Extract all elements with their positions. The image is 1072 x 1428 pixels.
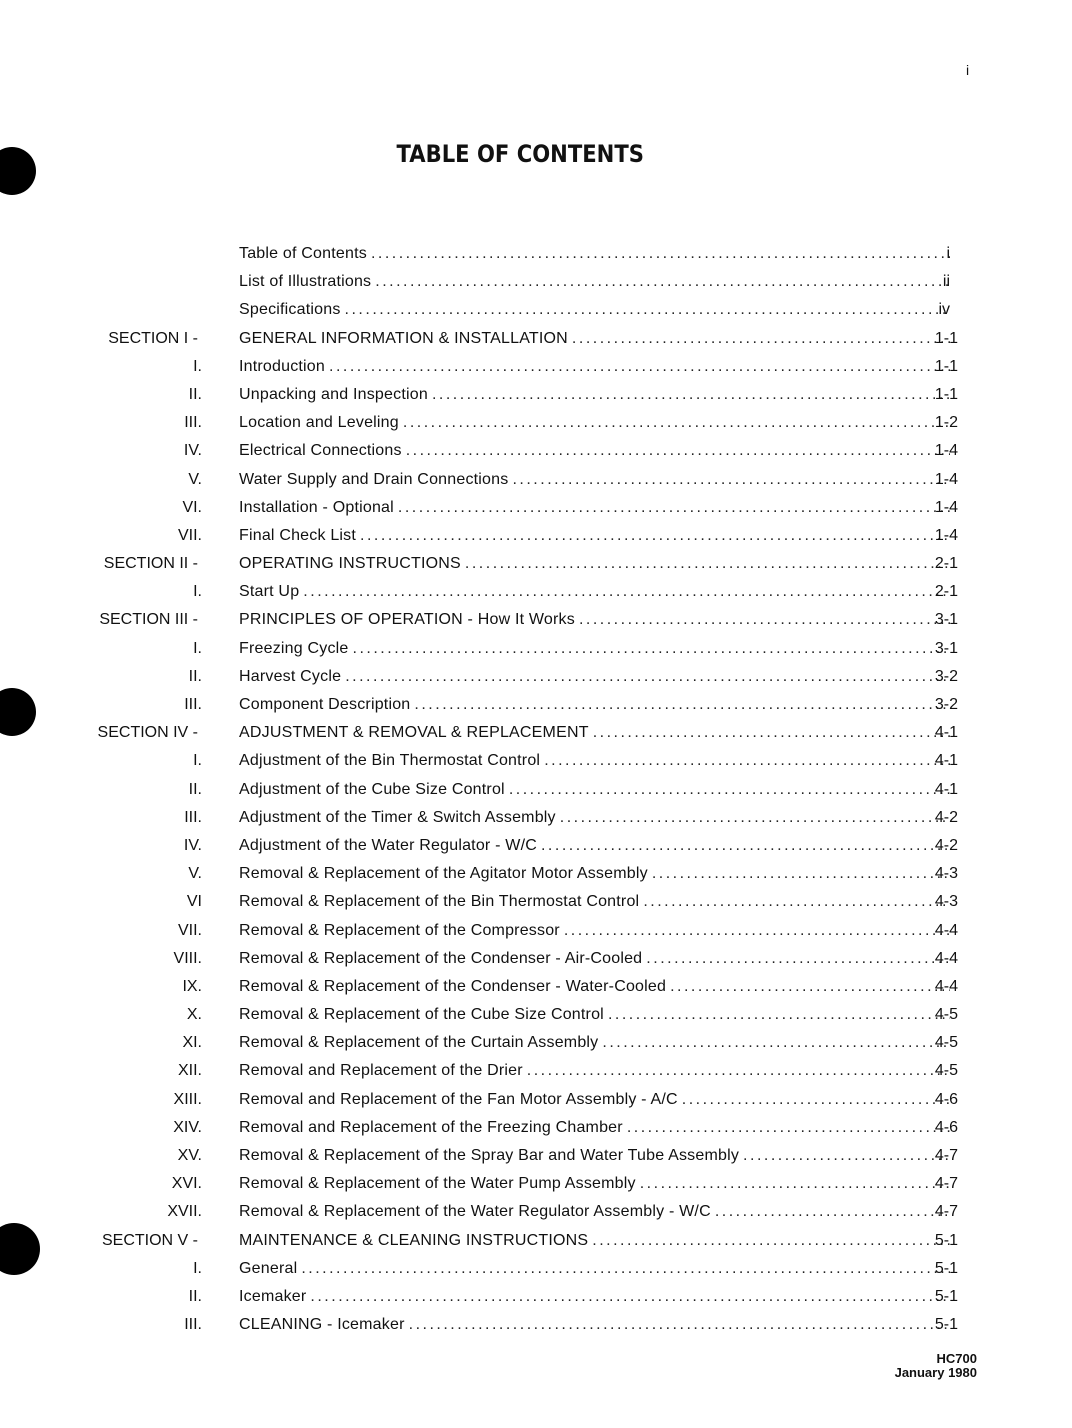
toc-entry-title: Adjustment of the Water Regulator - W/C — [239, 836, 537, 854]
toc-section-title: OPERATING INSTRUCTIONS — [239, 555, 461, 573]
toc-entry — [239, 409, 954, 437]
toc-entry-number: V. — [188, 865, 202, 883]
toc-entry-number: IV. — [183, 836, 202, 854]
toc-entry-row — [0, 1142, 1072, 1170]
toc-entry — [239, 1114, 954, 1142]
toc-page-number: 5-1 — [934, 1287, 958, 1305]
toc-entry — [239, 550, 954, 578]
toc-entry-title: Water Supply and Drain Connections — [239, 470, 509, 488]
toc-entry-row — [0, 1001, 1072, 1029]
toc-entry — [239, 522, 954, 550]
toc-entry-row — [0, 268, 1072, 296]
toc-entry-number: VI. — [182, 498, 202, 516]
toc-entry — [239, 917, 954, 945]
toc-entry-row — [0, 578, 1072, 606]
toc-entry-number: XII. — [177, 1062, 202, 1080]
toc-entry-row — [0, 240, 1072, 268]
toc-section-row — [0, 606, 1072, 634]
toc-entry — [239, 268, 954, 296]
toc-section-number: SECTION II - — [103, 555, 198, 573]
toc-entry-number: XVI. — [171, 1175, 202, 1193]
toc-entry-title: Table of Contents — [239, 245, 367, 262]
toc-entry-row — [0, 776, 1072, 804]
toc-entry-number: II. — [188, 1287, 202, 1305]
toc-entry-title: Removal & Replacement of the Bin Thermostat Control — [239, 893, 640, 911]
toc-entry — [239, 860, 954, 888]
toc-page-number: 4-7 — [934, 1175, 958, 1193]
toc-entry-row — [0, 466, 1072, 494]
dot-leader — [403, 409, 950, 437]
toc-entry-number: III. — [184, 808, 202, 826]
footer-date: January 1980 — [894, 1365, 977, 1380]
toc-entry-title: Removal and Replacement of the Freezing Chamber — [239, 1118, 623, 1136]
toc-page-number: 3-1 — [934, 639, 958, 657]
toc-page-number: 1-2 — [934, 414, 958, 432]
toc-entry-title: Removal & Replacement of the Curtain Assembly — [239, 1034, 599, 1052]
toc-entry-row — [0, 409, 1072, 437]
toc-entry-title: Final Check List — [239, 526, 357, 544]
toc-entry-title: Location and Leveling — [239, 414, 399, 432]
toc-entry-row — [0, 494, 1072, 522]
dot-leader — [303, 578, 950, 606]
toc-entry-row — [0, 917, 1072, 945]
toc-entry-title: Removal & Replacement of the Condenser - Water-Cooled — [239, 977, 667, 995]
toc-entry-number: IX. — [182, 977, 202, 995]
footer-model: HC700 — [936, 1351, 977, 1366]
dot-leader — [301, 1255, 950, 1283]
toc-entry — [239, 437, 954, 465]
toc-page-number: 4-5 — [934, 1034, 958, 1052]
toc-entry-title: Harvest Cycle — [239, 667, 342, 685]
toc-entry — [239, 719, 954, 747]
toc-section-number: SECTION IV - — [97, 724, 198, 742]
toc-entry-number: II. — [188, 780, 202, 798]
toc-entry-row — [0, 437, 1072, 465]
page-title: TABLE OF CONTENTS — [396, 140, 644, 168]
toc-entry-title: Removal & Replacement of the Cube Size Control — [239, 1006, 604, 1024]
toc-entry-number: VII. — [177, 526, 202, 544]
toc-page-number: 4-1 — [934, 780, 958, 798]
toc-section-row — [0, 719, 1072, 747]
toc-entry — [239, 747, 954, 775]
page-number: i — [966, 62, 970, 78]
toc-entry-number: I. — [193, 639, 202, 657]
toc-entry — [239, 1086, 954, 1114]
toc-entry-title: Removal & Replacement of the Spray Bar and Water Tube Assembly — [239, 1147, 740, 1164]
toc-entry-number: II. — [188, 385, 202, 403]
toc-page-number: 4-1 — [934, 724, 958, 742]
dot-leader — [414, 691, 950, 719]
toc-entry-title: List of Illustrations — [239, 273, 372, 291]
toc-section-number: SECTION III - — [99, 611, 198, 629]
toc-section-number: SECTION I - — [108, 329, 198, 347]
dot-leader — [371, 240, 950, 268]
toc-entry-title: Unpacking and Inspection — [239, 385, 428, 403]
toc-entry — [239, 888, 954, 916]
toc-entry — [239, 663, 954, 691]
toc-page-number: 4-2 — [934, 808, 958, 826]
toc-entry-title: Introduction — [239, 357, 326, 375]
toc-entry-row — [0, 663, 1072, 691]
toc-section-title: MAINTENANCE & CLEANING INSTRUCTIONS — [239, 1231, 589, 1249]
dot-leader — [345, 296, 950, 324]
toc-page-number: 1-1 — [934, 385, 958, 403]
toc-entry-number: X. — [186, 1006, 202, 1024]
toc-entry — [239, 1057, 954, 1085]
toc-page-number: 1-1 — [934, 357, 958, 375]
toc-entry-title: Adjustment of the Bin Thermostat Control — [239, 752, 541, 770]
toc-section-row — [0, 325, 1072, 353]
table-of-contents — [0, 240, 1072, 1339]
toc-entry-row — [0, 1114, 1072, 1142]
toc-entry-row — [0, 973, 1072, 1001]
toc-entry — [239, 832, 954, 860]
toc-entry-number: I. — [193, 752, 202, 770]
toc-entry-row — [0, 635, 1072, 663]
dot-leader — [375, 268, 950, 296]
toc-page-number: 4-6 — [934, 1090, 958, 1108]
toc-entry-number: III. — [184, 696, 202, 713]
dot-leader — [310, 1283, 950, 1311]
toc-page-number: 5-1 — [934, 1259, 958, 1277]
toc-entry-title: Removal & Replacement of the Water Regulator Assembly - W/C — [239, 1203, 711, 1221]
toc-entry-number: II. — [188, 667, 202, 685]
toc-page-number: 2-1 — [934, 555, 958, 573]
toc-entry — [239, 1283, 954, 1311]
toc-page-number: 1-4 — [934, 526, 958, 544]
toc-entry — [239, 804, 954, 832]
toc-page-number: 3-2 — [934, 667, 958, 685]
toc-entry — [239, 691, 954, 719]
toc-page-number: 4-4 — [934, 921, 958, 939]
toc-entry-title: Installation - Optional — [239, 498, 394, 516]
toc-entry — [239, 1255, 954, 1283]
toc-entry-number: XI. — [182, 1034, 202, 1052]
toc-entry-row — [0, 522, 1072, 550]
toc-page-number: 4-3 — [934, 865, 958, 883]
toc-entry-title: Icemaker — [239, 1287, 307, 1305]
toc-entry-title: Removal & Replacement of the Condenser - Air-Cooled — [239, 949, 643, 967]
toc-page-number: 1-4 — [934, 498, 958, 516]
toc-entry — [239, 578, 954, 606]
toc-entry-title: Specifications — [239, 301, 341, 319]
document-footer — [895, 1352, 977, 1380]
toc-entry-number: III. — [184, 1316, 202, 1334]
toc-entry-row — [0, 888, 1072, 916]
toc-page-number: ii — [942, 273, 950, 291]
toc-page-number: 4-7 — [934, 1147, 958, 1164]
toc-entry-row — [0, 804, 1072, 832]
toc-entry-title: Adjustment of the Timer & Switch Assembly — [239, 808, 556, 826]
toc-page-number: 3-1 — [934, 611, 958, 629]
toc-entry-row — [0, 832, 1072, 860]
toc-section-row — [0, 1227, 1072, 1255]
toc-entry-number: XV. — [177, 1147, 202, 1164]
toc-entry-number: VIII. — [173, 949, 202, 967]
toc-entry — [239, 945, 954, 973]
toc-entry — [239, 325, 954, 353]
toc-entry-number: XVII. — [167, 1203, 202, 1221]
toc-entry-row — [0, 1283, 1072, 1311]
toc-entry-title: Removal & Replacement of the Compressor — [239, 921, 560, 939]
toc-entry-row — [0, 1255, 1072, 1283]
toc-entry-title: CLEANING - Icemaker — [239, 1316, 405, 1334]
toc-entry-title: General — [239, 1259, 298, 1277]
toc-section-number: SECTION V - — [101, 1231, 198, 1249]
dot-leader — [353, 635, 950, 663]
toc-page-number: i — [946, 245, 950, 262]
toc-page-number: 4-4 — [934, 949, 958, 967]
toc-entry-row — [0, 1311, 1072, 1339]
toc-entry — [239, 381, 954, 409]
dot-leader — [409, 1311, 950, 1339]
toc-entry-title: Component Description — [239, 696, 411, 713]
toc-entry — [239, 1029, 954, 1057]
dot-leader — [398, 494, 950, 522]
toc-entry-number: I. — [193, 1259, 202, 1277]
toc-entry — [239, 296, 954, 324]
toc-entry — [239, 240, 954, 268]
toc-page-number: 2-1 — [934, 583, 958, 601]
toc-section-title: PRINCIPLES OF OPERATION - How It Works — [239, 611, 575, 629]
toc-entry-row — [0, 747, 1072, 775]
toc-entry-title: Removal and Replacement of the Fan Motor Assembly - A/C — [239, 1090, 678, 1108]
toc-page-number: 5-1 — [934, 1316, 958, 1334]
toc-entry — [239, 606, 954, 634]
toc-entry — [239, 466, 954, 494]
toc-entry-row — [0, 296, 1072, 324]
toc-page-number: iv — [938, 301, 950, 319]
toc-section-row — [0, 550, 1072, 578]
toc-page-number: 4-2 — [934, 836, 958, 854]
toc-page-number: 4-3 — [934, 893, 958, 911]
toc-entry-title: Removal & Replacement of the Agitator Motor Assembly — [239, 865, 648, 883]
toc-entry-row — [0, 691, 1072, 719]
toc-page-number: 4-5 — [934, 1062, 958, 1080]
toc-entry — [239, 635, 954, 663]
dot-leader — [329, 353, 950, 381]
toc-page-number: 5-1 — [934, 1231, 958, 1249]
toc-page-number: 4-4 — [934, 977, 958, 995]
toc-section-title: GENERAL INFORMATION & INSTALLATION — [239, 329, 568, 347]
toc-entry-row — [0, 1170, 1072, 1198]
toc-entry-row — [0, 381, 1072, 409]
toc-section-title: ADJUSTMENT & REMOVAL & REPLACEMENT — [239, 724, 589, 742]
toc-entry-number: III. — [184, 414, 202, 432]
dot-leader — [345, 663, 950, 691]
toc-page-number: 1-1 — [934, 329, 958, 347]
toc-entry — [239, 1198, 954, 1226]
toc-entry-title: Electrical Connections — [239, 442, 402, 460]
toc-entry-title: Freezing Cycle — [239, 639, 349, 657]
toc-entry — [239, 1311, 954, 1339]
toc-entry — [239, 1142, 954, 1170]
toc-entry-title: Removal and Replacement of the Drier — [239, 1062, 523, 1080]
dot-leader — [432, 381, 950, 409]
toc-entry-number: I. — [193, 357, 202, 375]
toc-page-number: 3-2 — [934, 696, 958, 713]
toc-entry-number: IV. — [183, 442, 202, 460]
toc-entry-row — [0, 1029, 1072, 1057]
toc-page-number: 1-4 — [934, 442, 958, 460]
punch-hole — [0, 147, 36, 195]
toc-page-number: 4-7 — [934, 1203, 958, 1221]
toc-entry-number: XIII. — [173, 1090, 202, 1108]
toc-entry-row — [0, 1057, 1072, 1085]
toc-entry — [239, 1001, 954, 1029]
toc-entry-number: XIV. — [173, 1118, 202, 1136]
toc-page-number: 4-5 — [934, 1006, 958, 1024]
toc-entry-row — [0, 860, 1072, 888]
toc-entry-number: VII. — [177, 921, 202, 939]
toc-page-number: 4-1 — [934, 752, 958, 770]
toc-entry — [239, 776, 954, 804]
toc-entry — [239, 973, 954, 1001]
toc-entry — [239, 1170, 954, 1198]
toc-entry-row — [0, 1086, 1072, 1114]
toc-entry-row — [0, 353, 1072, 381]
toc-entry — [239, 1227, 954, 1255]
toc-entry-title: Start Up — [239, 583, 300, 601]
toc-entry-row — [0, 945, 1072, 973]
toc-page-number: 4-6 — [934, 1118, 958, 1136]
dot-leader — [406, 437, 950, 465]
toc-entry — [239, 353, 954, 381]
toc-entry-number: V. — [188, 470, 202, 488]
toc-entry-number: VI — [186, 893, 202, 911]
toc-entry-number: I. — [193, 583, 202, 601]
toc-entry-title: Adjustment of the Cube Size Control — [239, 780, 505, 798]
toc-page-number: 1-4 — [934, 470, 958, 488]
toc-entry — [239, 494, 954, 522]
toc-entry-title: Removal & Replacement of the Water Pump Assembly — [239, 1175, 636, 1193]
dot-leader — [360, 522, 950, 550]
toc-entry-row — [0, 1198, 1072, 1226]
